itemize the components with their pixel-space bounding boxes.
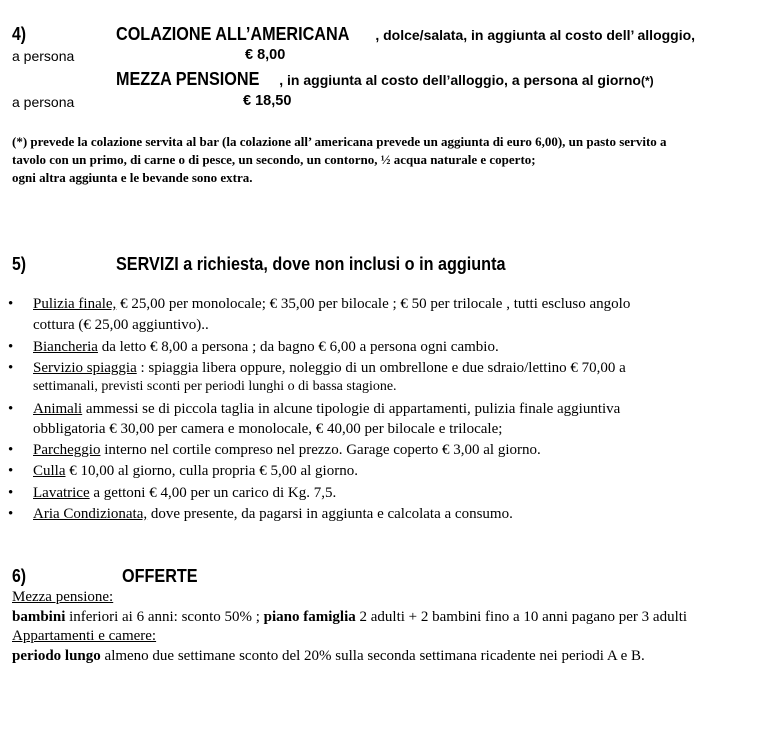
footnote-line-1: (*) prevede la colazione servita al bar (la colazione all’ americana prevede un aggiunta di euro 6,00), un pasto servito a <box>12 134 667 149</box>
list-item <box>8 401 621 418</box>
list-item-label: Culla <box>33 463 66 479</box>
offer-periodo-text: almeno due settimane sconto del 20% sulla seconda settimana ricadente nei periodi A e B. <box>100 648 645 664</box>
bullet-icon: • <box>8 442 14 458</box>
list-item <box>8 296 631 313</box>
list-item-label: Parcheggio <box>33 442 101 458</box>
list-item-continuation: settimanali, previsti sconti per periodi lunghi o di bassa stagione. <box>33 379 397 394</box>
list-item-text: a gettoni € 4,00 per un carico di Kg. 7,5. <box>89 485 337 501</box>
footnote-mark: (*) <box>640 74 654 88</box>
list-item <box>8 360 626 377</box>
mezza-pensione-line <box>116 69 654 90</box>
footnote-line-2: tavolo con un primo, di carne o di pesce, un secondo, un contorno, ½ acqua naturale e coperto; <box>12 152 536 167</box>
section-6-number: 6) <box>12 566 27 586</box>
offer-periodo-label: periodo lungo <box>12 648 101 664</box>
list-item-text: dove presente, da pagarsi in aggiunta e calcolata a consumo. <box>147 506 513 522</box>
offer-bambini-label: bambini <box>12 609 66 625</box>
bullet-icon: • <box>8 360 14 376</box>
section-5-number: 5) <box>12 254 27 274</box>
offer-famiglia-text: 2 adulti + 2 bambini fino a 10 anni pagano per 3 adulti <box>355 609 688 625</box>
list-item <box>8 339 499 356</box>
colazione-title: COLAZIONE ALL’AMERICANA <box>116 24 350 44</box>
list-item-label: Servizio spiaggia <box>33 360 137 376</box>
mezza-pensione-unit: a persona <box>12 94 75 110</box>
subheading-appartamenti: Appartamenti e camere: <box>12 628 157 644</box>
bullet-icon: • <box>8 506 14 522</box>
offer-line-1 <box>12 609 687 626</box>
bullet-icon: • <box>8 485 14 501</box>
list-item-text: € 10,00 al giorno, culla propria € 5,00 al giorno. <box>65 463 358 479</box>
mezza-pensione-price: € 18,50 <box>243 93 292 109</box>
list-item-label: Pulizia finale, <box>33 296 117 312</box>
offer-famiglia-label: piano famiglia <box>263 609 356 625</box>
offer-line-2 <box>12 648 645 665</box>
bullet-icon: • <box>8 463 14 479</box>
list-item-label: Biancheria <box>33 339 98 355</box>
list-item <box>8 442 541 459</box>
list-item-text: da letto € 8,00 a persona ; da bagno € 6,00 a persona ogni cambio. <box>97 339 499 355</box>
mezza-pensione-title: MEZZA PENSIONE <box>116 69 260 89</box>
list-item <box>8 485 337 502</box>
list-item-label: Lavatrice <box>33 485 90 501</box>
bullet-icon: • <box>8 401 14 417</box>
colazione-price: € 8,00 <box>245 47 286 63</box>
mezza-pensione-description: , in aggiunta al costo dell’alloggio, a persona al giorno <box>275 72 641 88</box>
bullet-icon: • <box>8 339 14 355</box>
list-item <box>8 463 358 480</box>
colazione-unit: a persona <box>12 48 75 64</box>
list-item-text: interno nel cortile compreso nel prezzo. Garage coperto € 3,00 al giorno. <box>100 442 541 458</box>
subheading-mezza-pensione: Mezza pensione: <box>12 589 114 605</box>
list-item-continuation: cottura (€ 25,00 aggiuntivo).. <box>33 317 209 333</box>
colazione-line <box>116 24 695 45</box>
section-4-number: 4) <box>12 24 27 44</box>
list-item-text: € 25,00 per monolocale; € 35,00 per bilocale ; € 50 per trilocale , tutti escluso angolo <box>116 296 631 312</box>
list-item-label: Aria Condizionata, <box>33 506 148 522</box>
list-item-continuation: obbligatoria € 30,00 per camera e monolocale, € 40,00 per bilocale e trilocale; <box>33 421 503 437</box>
list-item-label: Animali <box>33 401 83 417</box>
footnote-line-3: ogni altra aggiunta e le bevande sono extra. <box>12 170 253 185</box>
offer-bambini-text: inferiori ai 6 anni: sconto 50% ; <box>65 609 264 625</box>
section-6-title: OFFERTE <box>122 566 198 586</box>
bullet-icon: • <box>8 296 14 312</box>
list-item-text: : spiaggia libera oppure, noleggio di un ombrellone e due sdraio/lettino € 70,00 a <box>136 360 626 376</box>
colazione-description: , dolce/salata, in aggiunta al costo dell’ alloggio, <box>375 27 696 43</box>
list-item <box>8 506 513 523</box>
list-item-text: ammessi se di piccola taglia in alcune tipologie di appartamenti, pulizia finale aggiuntiva <box>82 401 621 417</box>
section-5-title: SERVIZI a richiesta, dove non inclusi o in aggiunta <box>116 254 506 274</box>
